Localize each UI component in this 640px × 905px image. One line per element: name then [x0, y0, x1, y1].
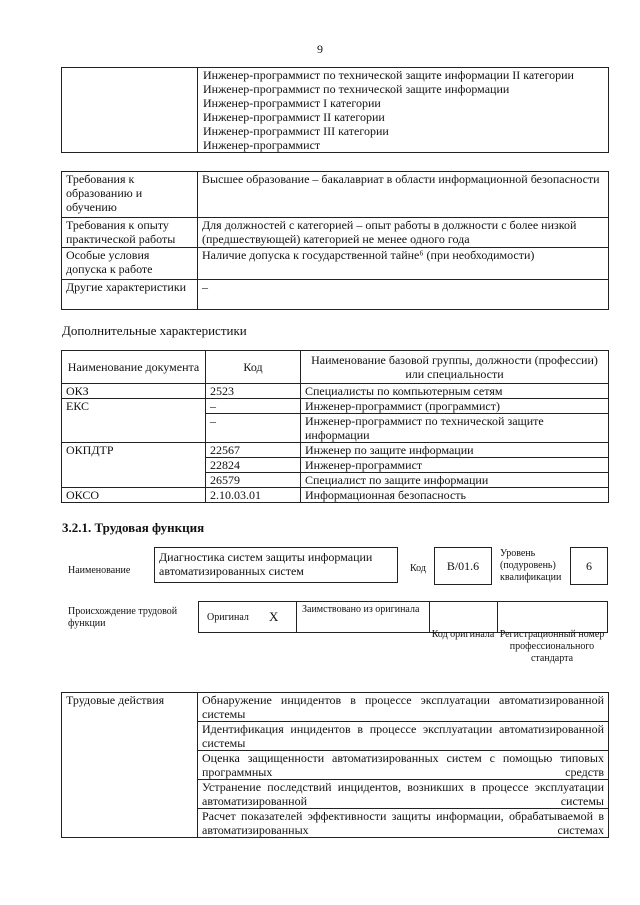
requirement-value: – [198, 280, 609, 310]
job-titles-list [198, 68, 609, 153]
requirement-label: Другие характеристики [62, 280, 198, 310]
action-item: Устранение последствий инцидентов, возникших в процессе эксплуатации автоматизированной системы [198, 780, 609, 809]
name-cell: Инженер-программист по технической защите информации [301, 414, 609, 443]
name-cell: Инженер-программист (программист) [301, 399, 609, 414]
name-cell: Инженер по защите информации [301, 443, 609, 458]
page-number: 9 [317, 42, 323, 56]
code-cell: 22567 [206, 443, 301, 458]
action-item: Расчет показателей эффективности защиты информации, обрабатываемой в автоматизированных системах [198, 809, 609, 838]
job-title: Инженер-программист II категории [203, 110, 385, 124]
code-cell: 26579 [206, 473, 301, 488]
code-cell: 22824 [206, 458, 301, 473]
requirement-value: Для должностей с категорией – опыт работы в должности с более низкой (предшествующей) категорией не менее одного года [198, 218, 609, 248]
code-cell: – [206, 414, 301, 443]
job-title: Инженер-программист по технической защите информации [203, 82, 510, 96]
empty-cell [62, 68, 198, 153]
job-title: Инженер-программист по технической защите информации II категории [203, 68, 574, 82]
function-name-box [154, 547, 398, 583]
code-label: Код [410, 563, 426, 574]
header-name: Наименование базовой группы, должности (профессии) или специальности [301, 351, 609, 384]
requirement-label: Требования к образованию и обучению [62, 172, 198, 218]
action-item: Обнаружение инцидентов в процессе эксплуатации автоматизированной системы [198, 693, 609, 722]
function-name: Диагностика систем защиты информации автоматизированных систем [159, 550, 373, 578]
doc-cell: ОКСО [62, 488, 206, 503]
level-label: Уровень (подуровень) квалификации [500, 548, 562, 583]
name-cell: Специалист по защите информации [301, 473, 609, 488]
header-doc: Наименование документа [62, 351, 206, 384]
requirement-label: Требования к опыту практической работы [62, 218, 198, 248]
job-title: Инженер-программист [203, 138, 321, 152]
additional-table [61, 350, 609, 503]
action-item: Оценка защищенности автоматизированных систем с помощью типовых программных средств [198, 751, 609, 780]
code-value: В/01.6 [446, 559, 480, 573]
name-label: Наименование [68, 565, 131, 576]
name-cell: Инженер-программист [301, 458, 609, 473]
code-caption: Код оригинала [431, 629, 495, 640]
level-value: 6 [586, 559, 592, 573]
reg-caption: Регистрационный номер профессионального стандарта [499, 629, 605, 664]
origin-label: Происхождение трудовой функции [68, 606, 178, 629]
code-cell: – [206, 399, 301, 414]
divider [296, 602, 297, 632]
divider [497, 602, 498, 632]
requirements-table [61, 171, 609, 310]
code-cell: 2523 [206, 384, 301, 399]
actions-label: Трудовые действия [62, 693, 198, 838]
code-box [434, 547, 492, 585]
divider [429, 602, 430, 632]
borrowed-label: Заимствовано из оригинала [302, 604, 420, 615]
job-titles-table [61, 67, 609, 153]
header-code: Код [206, 351, 301, 384]
doc-cell: ОКПДТР [62, 443, 206, 488]
function-heading: 3.2.1. Трудовая функция [62, 520, 205, 535]
original-mark: X [269, 609, 279, 624]
name-cell: Информационная безопасность [301, 488, 609, 503]
level-box [570, 547, 608, 585]
doc-cell: ЕКС [62, 399, 206, 443]
doc-cell: ОКЗ [62, 384, 206, 399]
additional-title: Дополнительные характеристики [62, 323, 247, 338]
requirement-value: Высшее образование – бакалавриат в области информационной безопасности [198, 172, 609, 218]
code-cell: 2.10.03.01 [206, 488, 301, 503]
requirement-value: Наличие допуска к государственной тайне⁶ (при необходимости) [198, 248, 609, 280]
requirement-label: Особые условия допуска к работе [62, 248, 198, 280]
actions-table [61, 692, 609, 838]
job-title: Инженер-программист I категории [203, 96, 381, 110]
action-item: Идентификация инцидентов в процессе эксплуатации автоматизированной системы [198, 722, 609, 751]
job-title: Инженер-программист III категории [203, 124, 389, 138]
name-cell: Специалисты по компьютерным сетям [301, 384, 609, 399]
original-label: Оригинал [207, 612, 249, 623]
